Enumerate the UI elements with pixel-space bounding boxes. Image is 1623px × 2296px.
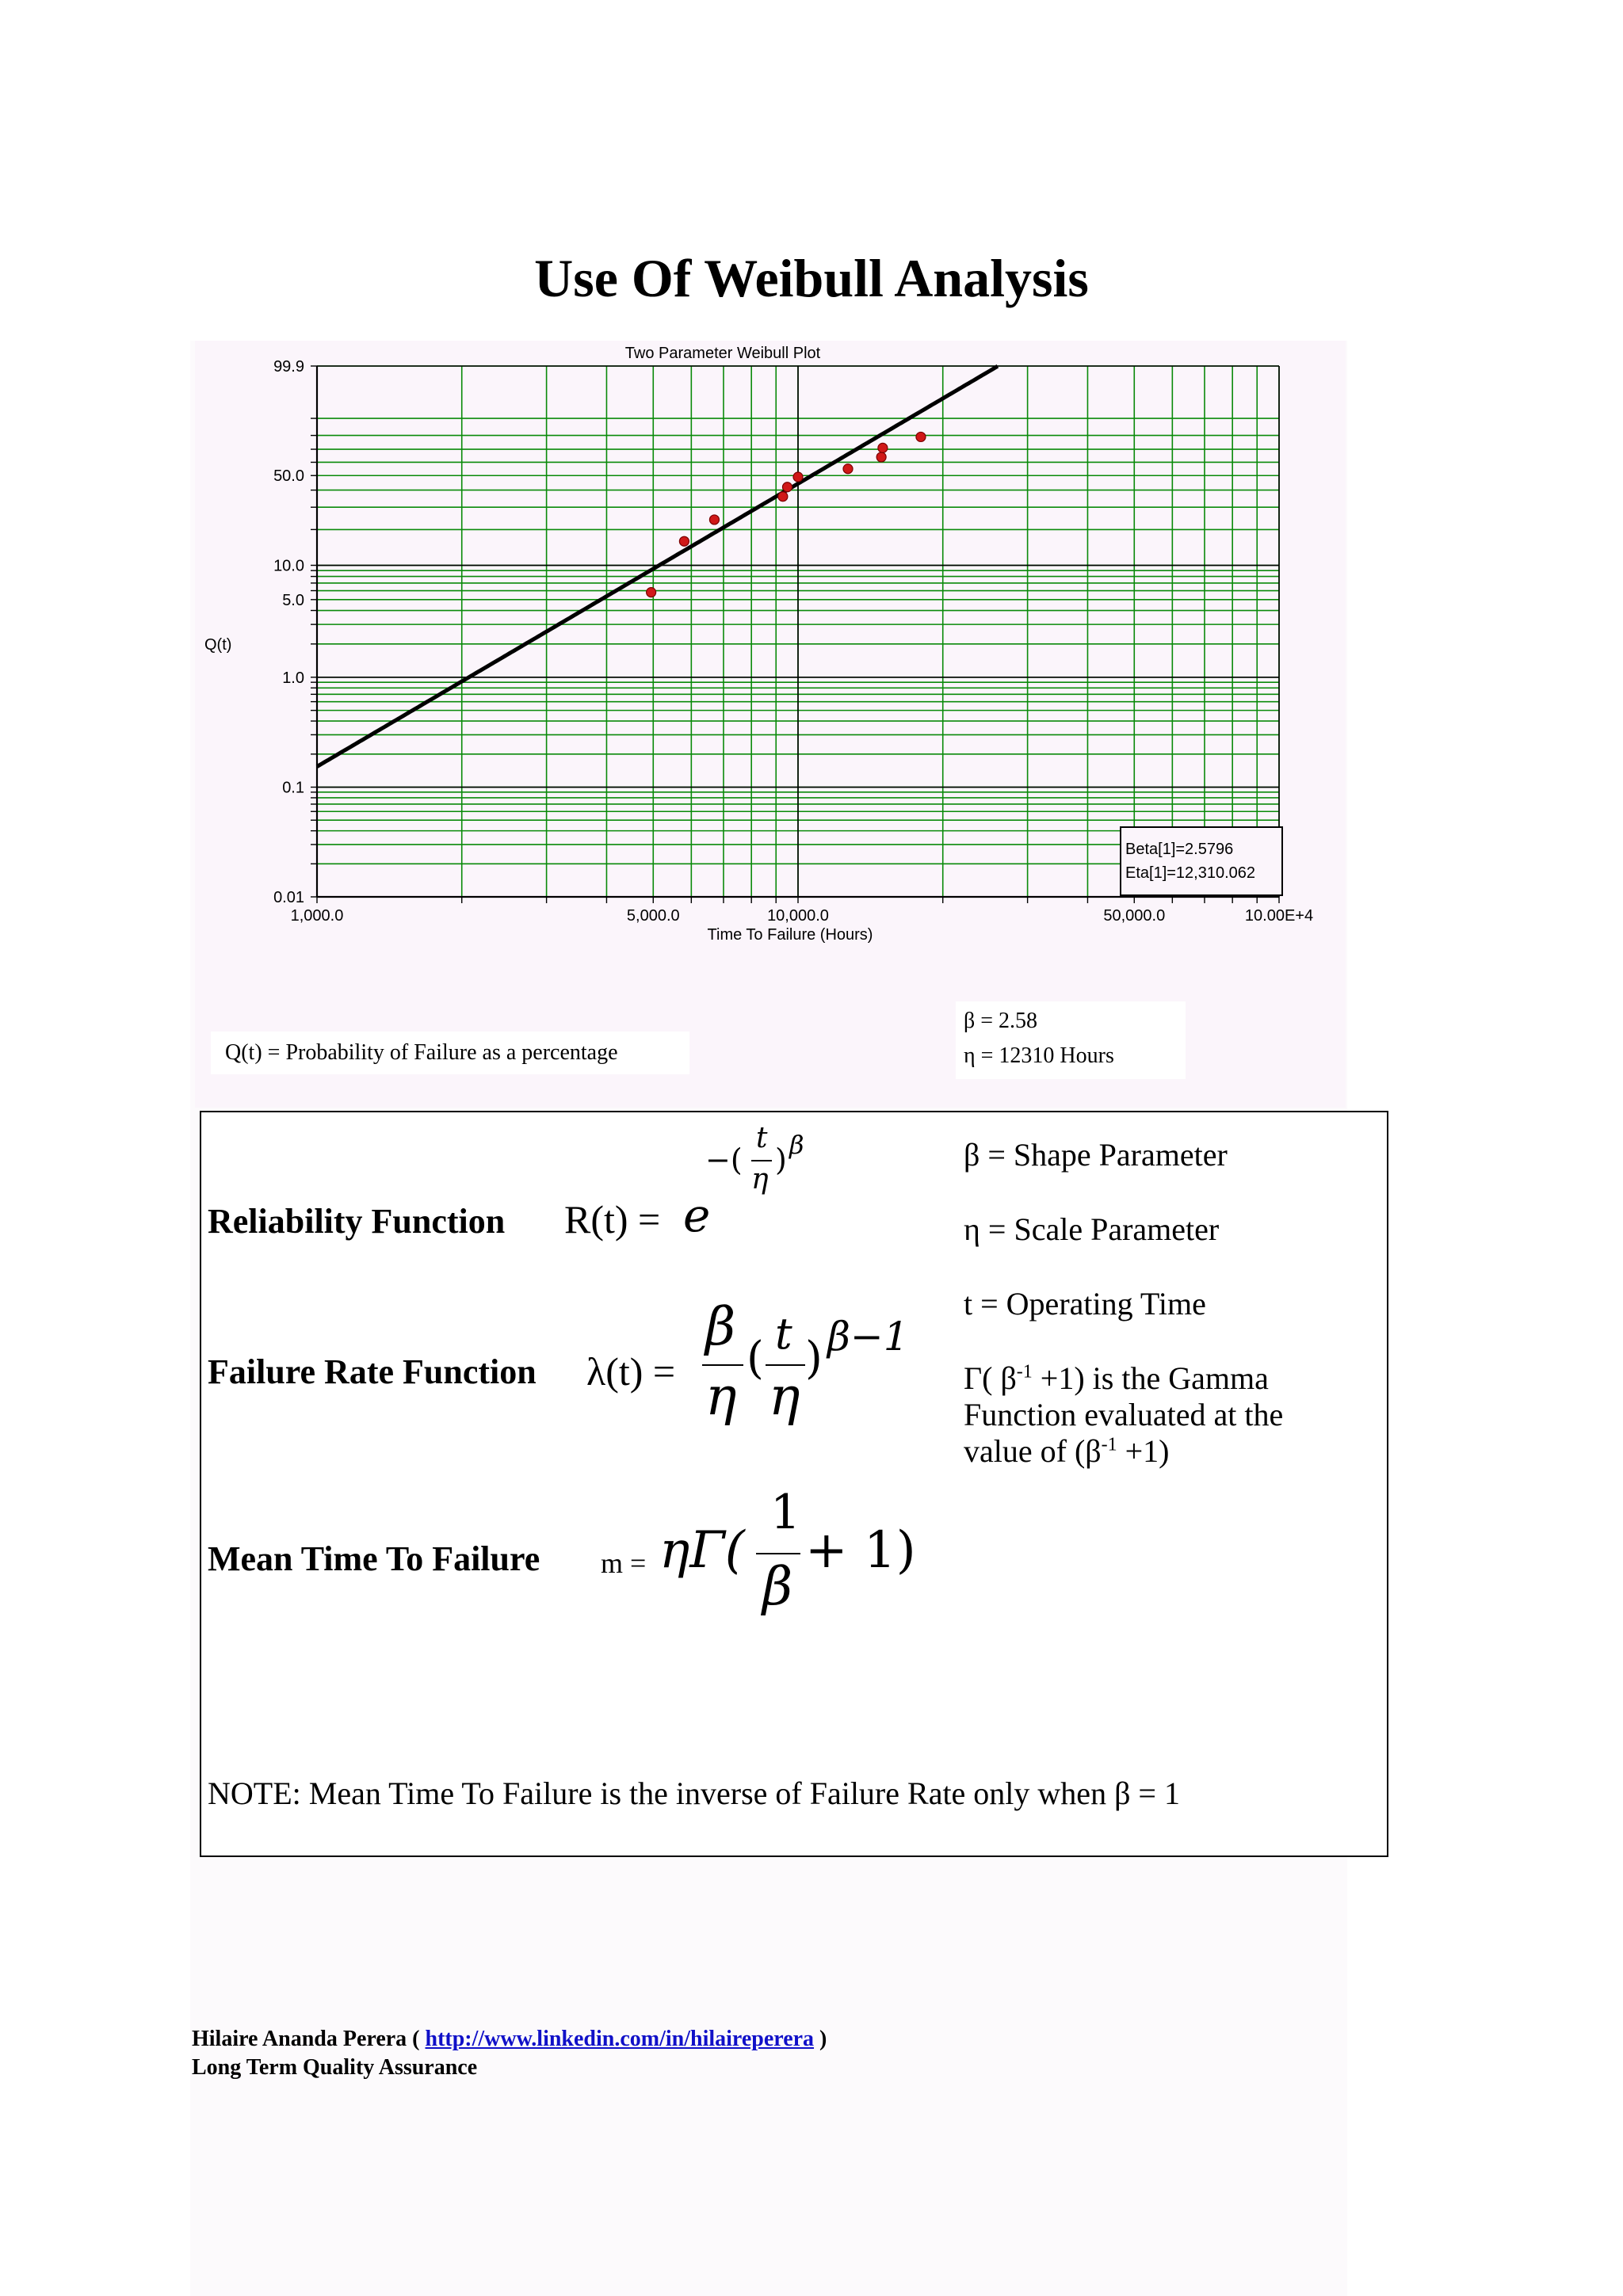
gamma-line1-sup: -1: [1016, 1361, 1033, 1383]
legend-entry: Eta[1]=12,310.062: [1125, 864, 1256, 882]
reliability-label: Reliability Function: [208, 1202, 506, 1241]
x-tick-label: 5,000.0: [626, 907, 680, 925]
gamma-line3-text: value of (β: [964, 1433, 1102, 1469]
reliability-exp-beta: β: [789, 1130, 804, 1160]
weibull-chart: [195, 341, 1346, 1108]
weibull-fit-line: [317, 366, 998, 766]
data-point: [778, 492, 788, 502]
time-definition: t = Operating Time: [964, 1286, 1206, 1322]
y-tick-label: 1.0: [282, 669, 304, 687]
y-axis-label: Q(t): [204, 636, 232, 654]
reliability-exp-eta: η: [751, 1163, 769, 1196]
footer-affiliation: Long Term Quality Assurance: [192, 2055, 478, 2080]
data-point: [782, 482, 792, 492]
failure-rate-label: Failure Rate Function: [208, 1352, 537, 1391]
gamma-line1-rest: +1) is the Gamma: [1032, 1360, 1269, 1396]
shape-definition: β = Shape Parameter: [964, 1137, 1228, 1173]
fr-eta-den: η: [705, 1366, 737, 1427]
y-tick-label: 0.1: [282, 779, 304, 797]
x-tick-label: 10.00E+4: [1244, 907, 1314, 925]
chart-title: Two Parameter Weibull Plot: [624, 345, 821, 362]
reliability-lhs: R(t) =: [564, 1197, 661, 1241]
data-point: [843, 464, 853, 474]
y-tick-label: 0.01: [273, 889, 304, 906]
mttf-fraction-bar: [756, 1553, 800, 1554]
mttf-one-num: 1: [770, 1485, 801, 1540]
footer-paren-close: ): [814, 2027, 827, 2051]
data-point: [647, 588, 656, 597]
gamma-line3-sup: -1: [1101, 1434, 1117, 1455]
data-point: [878, 443, 888, 452]
gamma-line1-text: Γ( β: [964, 1360, 1017, 1396]
reliability-e: e: [683, 1188, 711, 1242]
gamma-definition-line1: [964, 1360, 1269, 1397]
x-tick-label: 10,000.0: [767, 907, 829, 925]
document-title: Use Of Weibull Analysis: [534, 248, 1089, 308]
x-tick-label: 1,000.0: [290, 907, 344, 925]
reliability-exp-close: ): [775, 1142, 787, 1177]
failure-rate-lhs: λ(t) =: [586, 1349, 676, 1394]
data-point: [709, 515, 719, 524]
parameter-summary: [956, 1001, 1186, 1079]
gamma-definition-line2: Function evaluated at the: [964, 1397, 1284, 1432]
data-point: [916, 432, 926, 441]
y-tick-label: 99.9: [273, 358, 304, 376]
mttf-label: Mean Time To Failure: [208, 1539, 540, 1578]
fr-eta-den-2: η: [769, 1366, 800, 1427]
fr-exponent: β−1: [827, 1314, 909, 1360]
fr-close-paren: ): [805, 1333, 823, 1384]
fr-t-num: t: [775, 1309, 792, 1359]
y-tick-label: 50.0: [273, 467, 304, 486]
formula-box: [200, 1111, 1388, 1857]
linkedin-link[interactable]: http://www.linkedin.com/in/hilaireperera: [425, 2027, 815, 2051]
x-axis-label: Time To Failure (Hours): [707, 926, 873, 944]
reliability-exp-t: t: [756, 1122, 768, 1154]
mttf-lhs: m =: [601, 1547, 647, 1579]
beta-value: β = 2.58: [964, 1009, 1038, 1033]
data-point: [876, 452, 886, 462]
data-point: [793, 472, 803, 482]
mttf-eta-gamma: ηΓ(: [659, 1521, 745, 1580]
reliability-fraction-bar: [751, 1160, 772, 1161]
mttf-beta-den: β: [762, 1556, 793, 1617]
fr-beta-num: β: [705, 1296, 736, 1357]
gamma-line3-rest: +1): [1117, 1433, 1170, 1469]
data-point: [679, 536, 689, 546]
q-definition-note: Q(t) = Probability of Failure as a percentage: [211, 1032, 689, 1074]
footer-name: Hilaire Ananda Perera (: [192, 2027, 426, 2051]
mttf-note: NOTE: Mean Time To Failure is the inverse of Failure Rate only when β = 1: [208, 1775, 1180, 1811]
gamma-definition-line3: [964, 1432, 1170, 1470]
fr-open-paren: (: [747, 1333, 764, 1384]
mttf-plus-one: + 1): [805, 1521, 916, 1580]
legend-box: [1121, 827, 1282, 895]
y-tick-label: 5.0: [282, 591, 304, 609]
y-tick-label: 10.0: [273, 557, 304, 575]
scale-definition: η = Scale Parameter: [964, 1211, 1220, 1247]
x-tick-label: 50,000.0: [1103, 907, 1166, 925]
footer-author: [192, 2027, 827, 2052]
eta-value: η = 12310 Hours: [964, 1043, 1114, 1068]
legend-entry: Beta[1]=2.5796: [1125, 841, 1234, 858]
reliability-exp-minus: −(: [705, 1142, 743, 1177]
